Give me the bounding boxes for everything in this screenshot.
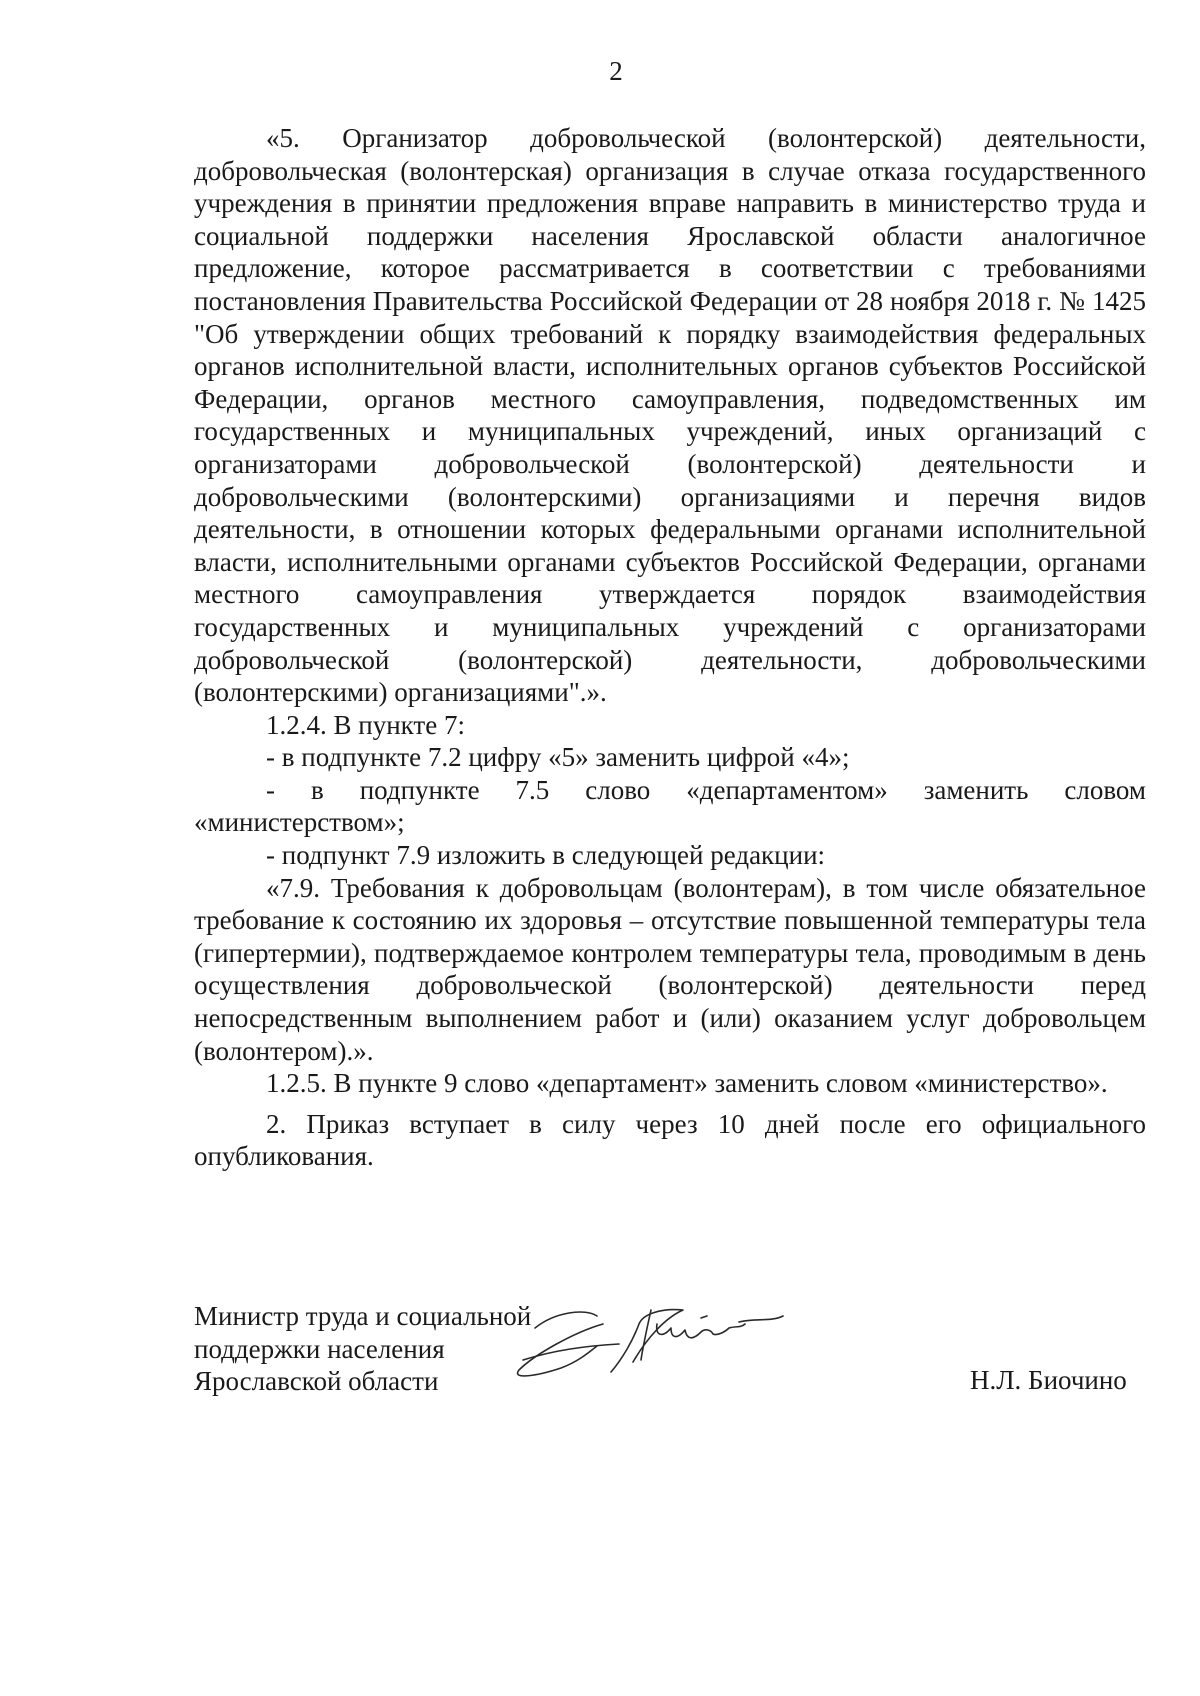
paragraph-1-2-4: 1.2.4. В пункте 7:	[266, 709, 465, 740]
paragraph-item-2: 2. Приказ вступает в силу через 10 дней после его официального опубликования.	[194, 1108, 1146, 1172]
signatory-name: Н.Л. Биочино	[970, 1365, 1127, 1395]
paragraph-subitem-7-2: - в подпункте 7.2 цифру «5» заменить цифрой «4»;	[266, 742, 850, 773]
signatory-position-line: поддержки населения	[194, 1333, 445, 1364]
signatory-position-line: Ярославской области	[194, 1366, 439, 1397]
paragraph-item-5-text: «5. Организатор добровольческой (волонтерской) деятельности, добровольческая (волонтерская) организация в случае отказа государственного учреждения в принятии предложения вправе направить в министерство труда и социальной поддержки населения Ярославской области аналогичное предложение, которое рассматривается в соответствии с требованиями постановления Правительства Российской Федерации от 28 ноября 2018 г. № 1425 "Об утверждении общих требований к порядку взаимодействия федеральных органов исполнительной власти, исполнительных органов субъектов Российской Федерации, органов местного самоуправления, подведомственных им государственных и муниципальных учреждений, иных организаций с организаторами добровольческой (волонтерской) деятельности и добровольческими (волонтерскими) организациями и перечня видов деятельности, в отношении которых федеральными органами исполнительной власти, исполнительными органами субъектов Российской Федерации, органами местного самоуправления утверждается порядок взаимодействия государственных и муниципальных учреждений с организаторами добровольческой (волонтерской) деятельности, добровольческими (волонтерскими) организациями".».	[194, 123, 1146, 708]
paragraph-1-2-5: 1.2.5. В пункте 9 слово «департамент» заменить словом «министерство».	[266, 1068, 1108, 1099]
page-number: 2	[609, 56, 623, 86]
signatory-position-line: Министр труда и социальной	[194, 1301, 532, 1331]
paragraph-subitem-7-5: - в подпункте 7.5 слово «департаментом» заменить словом «министерством»;	[194, 774, 1146, 838]
paragraph-subitem-7-9: - подпункт 7.9 изложить в следующей редакции:	[266, 840, 826, 871]
handwritten-signature	[515, 1288, 785, 1383]
paragraph-item-7-9-text: «7.9. Требования к добровольцам (волонтерам), в том числе обязательное требование к состоянию их здоровья – отсутствие повышенной температуры тела (гипертермии), подтверждаемое контролем температуры тела, проводимым в день осуществления добровольческой (волонтерской) деятельности перед непосредственным выполнением работ и (или) оказанием услуг добровольцем (волонтером).».	[194, 872, 1146, 1066]
signatory-position	[194, 1300, 531, 1398]
document-body	[194, 122, 1146, 1173]
